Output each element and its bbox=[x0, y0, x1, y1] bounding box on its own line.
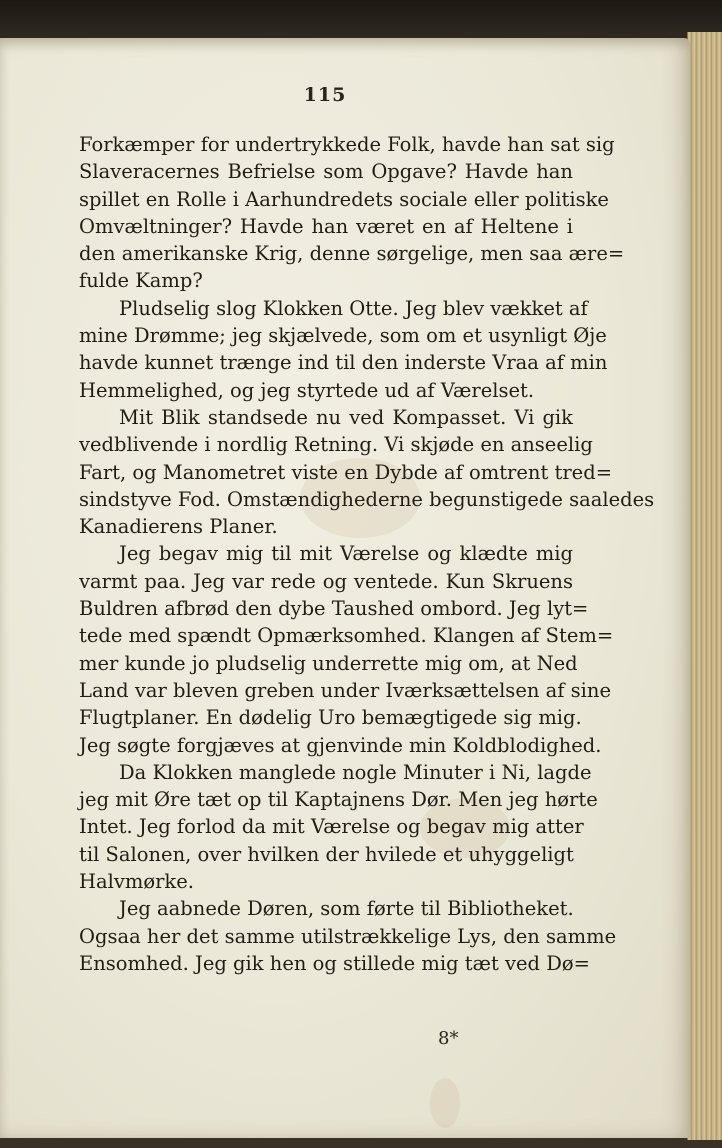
text-line: Fart, og Manometret viste en Dybde af omtrent tred= bbox=[79, 460, 613, 484]
body-text bbox=[79, 131, 655, 977]
text-line: Buldren afbrød den dybe Taushed ombord. Jeg lyt= bbox=[79, 597, 589, 621]
text-line: sindstyve Fod. Omstændighederne begunstigede saaledes bbox=[79, 487, 655, 511]
foxing-stain bbox=[430, 1078, 460, 1128]
text-line: til Salonen, over hvilken der hvilede et uhyggeligt bbox=[79, 842, 574, 866]
text-line: fulde Kamp? bbox=[79, 269, 203, 293]
text-line: spillet en Rolle i Aarhundredets sociale eller politiske bbox=[79, 187, 609, 211]
text-line: Da Klokken manglede nogle Minuter i Ni, lagde bbox=[119, 760, 592, 784]
text-line: Hemmelighed, og jeg styrtede ud af Værelset. bbox=[79, 378, 535, 402]
text-line: jeg mit Øre tæt op til Kaptajnens Dør. Men jeg hørte bbox=[79, 788, 598, 812]
text-line: Flugtplaner. En dødelig Uro bemægtigede sig mig. bbox=[79, 706, 582, 730]
text-line: varmt paa. Jeg var rede og ventede. Kun Skruens bbox=[79, 569, 573, 593]
text-line: Slaveracernes Befrielse som Opgave? Havde han bbox=[79, 160, 573, 184]
text-line: den amerikanske Krig, denne sørgelige, men saa ære= bbox=[79, 242, 625, 266]
text-line: mine Drømme; jeg skjælvede, som om et usynligt Øje bbox=[79, 324, 607, 348]
text-line: vedblivende i nordlig Retning. Vi skjøde en anseelig bbox=[79, 433, 593, 457]
text-line: Intet. Jeg forlod da mit Værelse og begav mig atter bbox=[79, 815, 584, 839]
text-line: havde kunnet trænge ind til den inderste Vraa af min bbox=[79, 351, 608, 375]
text-line: Kanadierens Planer. bbox=[79, 515, 278, 539]
text-line: Jeg begav mig til mit Værelse og klædte mig bbox=[119, 542, 573, 566]
text-line: Mit Blik standsede nu ved Kompasset. Vi gik bbox=[119, 405, 573, 429]
text-line: Halvmørke. bbox=[79, 870, 194, 894]
signature-mark: 8* bbox=[438, 1028, 459, 1049]
page-edge bbox=[687, 32, 722, 1140]
text-line: Omvæltninger? Havde han været en af Heltene i bbox=[79, 214, 573, 238]
text-line: Pludselig slog Klokken Otte. Jeg blev vækket af bbox=[119, 296, 588, 320]
text-line: Jeg aabnede Døren, som førte til Bibliotheket. bbox=[119, 897, 574, 921]
text-line: mer kunde jo pludselig underrette mig om, at Ned bbox=[79, 651, 578, 675]
text-line: Ensomhed. Jeg gik hen og stillede mig tæt ved Dø= bbox=[79, 951, 590, 975]
text-line: tede med spændt Opmærksomhed. Klangen af Stem= bbox=[79, 624, 614, 648]
page-number: 115 bbox=[303, 84, 347, 106]
text-line: Ogsaa her det samme utilstrækkelige Lys, den samme bbox=[79, 924, 617, 948]
text-line: Forkæmper for undertrykkede Folk, havde han sat sig bbox=[79, 133, 615, 156]
text-line: Jeg søgte forgjæves at gjenvinde min Koldblodighed. bbox=[79, 733, 602, 757]
text-line: Land var bleven greben under Iværksættelsen af sine bbox=[79, 678, 611, 702]
